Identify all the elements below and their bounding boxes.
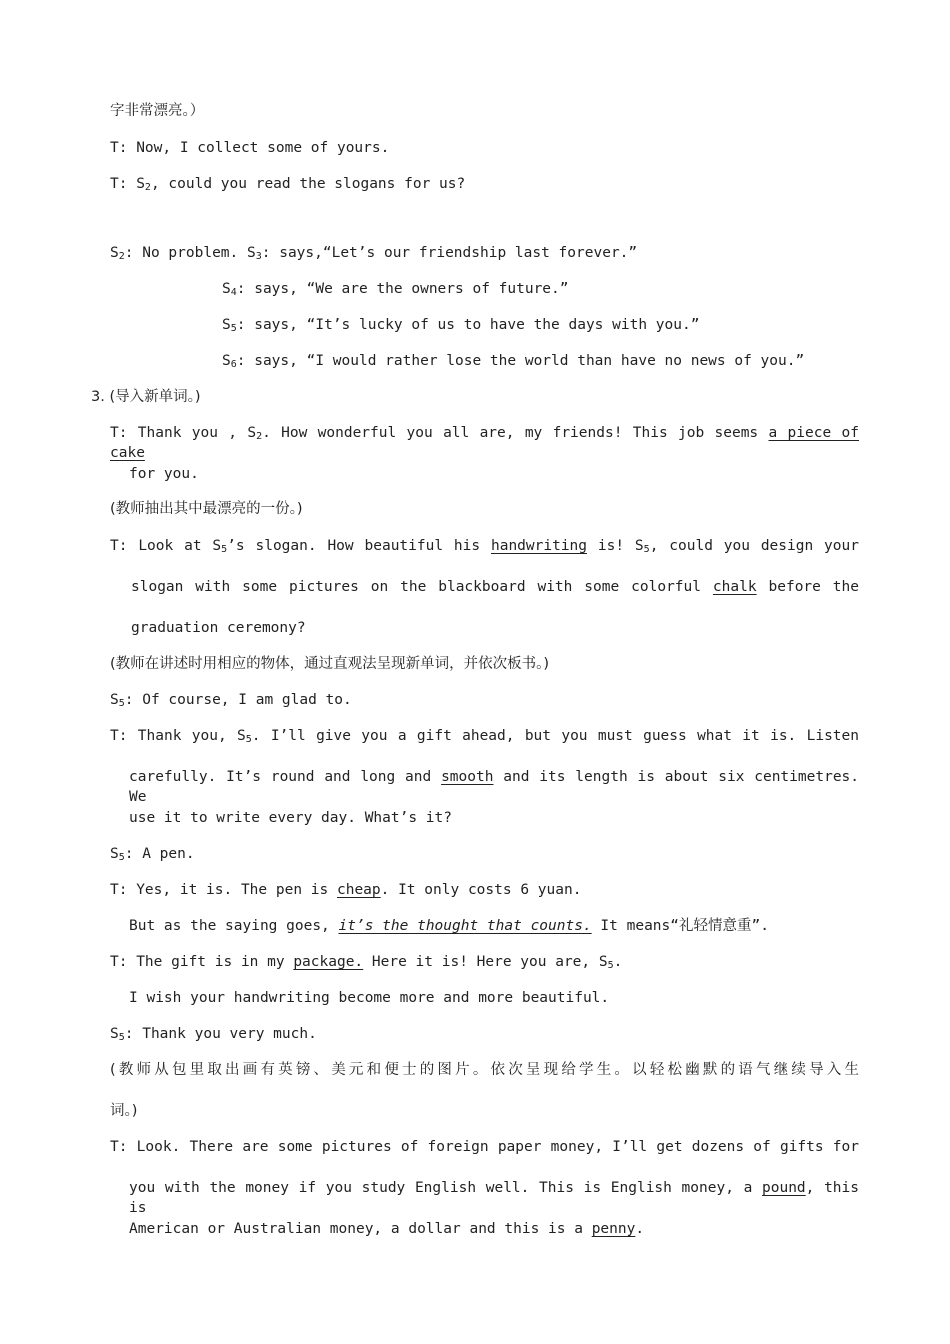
- dialogue-line: T: Now, I collect some of yours.: [110, 140, 390, 156]
- dialogue-line: I wish your handwriting become more and more beautiful.: [129, 990, 610, 1006]
- dialogue-line: $S_5$: A pen.: [110, 846, 195, 863]
- dialogue-line: $S_2$: No problem. $S_3$: says,“Let’s our friendship last forever.”: [110, 245, 638, 262]
- dialogue-line: $S_5$: Of course, I am glad to.: [110, 692, 352, 709]
- dialogue-line: T: Thank you , $S_2$. How wonderful you all are, my friends! This job seems a piece of cake: [110, 425, 859, 461]
- dialogue-line: slogan with some pictures on the blackboard with some colorful chalk before the: [131, 579, 859, 595]
- text-line: 字非常漂亮。）: [110, 103, 205, 119]
- vocab-word: penny: [591, 1221, 636, 1237]
- dialogue-line: use it to write every day. What’s it?: [129, 810, 453, 826]
- vocab-word: chalk: [712, 579, 757, 595]
- vocab-word: pound: [762, 1180, 806, 1196]
- slogan-line: $S_6$: says, “I would rather lose the world than have no news of you.”: [222, 353, 805, 370]
- dialogue-line: carefully. It’s round and long and smooth and its length is about six centimetres. We: [129, 769, 860, 805]
- teacher-note: (教师从包里取出画有英镑、美元和便士的图片。依次呈现给学生。以轻松幽默的语气继续导入生: [110, 1062, 859, 1078]
- vocab-word: package.: [293, 954, 364, 970]
- dialogue-line: you with the money if you study English well. This is English money, a pound, this is: [129, 1180, 859, 1216]
- teacher-note: 词。): [110, 1103, 138, 1119]
- dialogue-line: for you.: [129, 466, 199, 482]
- vocab-word: smooth: [441, 769, 494, 785]
- vocab-word: handwriting: [490, 538, 588, 554]
- dialogue-line: T: The gift is in my package. Here it is! Here you are, $S_5$.: [110, 954, 623, 971]
- dialogue-line: T: Look at $S_5’s$ slogan. How beautiful his handwriting is! $S_5$, could you design your: [110, 538, 859, 555]
- slogan-line: $S_5$: says, “It’s lucky of us to have the days with you.”: [222, 317, 700, 334]
- dialogue-line: But as the saying goes, it’s the thought that counts. It means“礼轻情意重”.: [129, 918, 769, 934]
- dialogue-line: T: Look. There are some pictures of foreign paper money, I’ll get dozens of gifts for: [110, 1139, 859, 1155]
- dialogue-line: American or Australian money, a dollar and this is a penny.: [129, 1221, 645, 1237]
- dialogue-line: T: $S_2$, could you read the slogans for us?: [110, 176, 466, 193]
- vocab-word: cheap: [336, 882, 381, 898]
- dialogue-line: T: Yes, it is. The pen is cheap. It only costs 6 yuan.: [110, 882, 582, 898]
- section-heading: 3. (导入新单词。): [91, 389, 201, 405]
- dialogue-line: graduation ceremony?: [131, 620, 306, 636]
- dialogue-line: T: Thank you, $S_5$. I’ll give you a gift ahead, but you must guess what it is. Listen: [110, 728, 859, 745]
- teacher-note: (教师在讲述时用相应的物体，通过直观法呈现新单词，并依次板书。): [110, 656, 550, 672]
- slogan-line: $S_4$: says, “We are the owners of future.”: [222, 281, 569, 298]
- saying-phrase: it’s the thought that counts.: [338, 918, 592, 934]
- dialogue-line: $S_5$: Thank you very much.: [110, 1026, 317, 1043]
- vocab-word: a piece of cake: [110, 425, 859, 461]
- teacher-note: (教师抽出其中最漂亮的一份。): [110, 501, 303, 517]
